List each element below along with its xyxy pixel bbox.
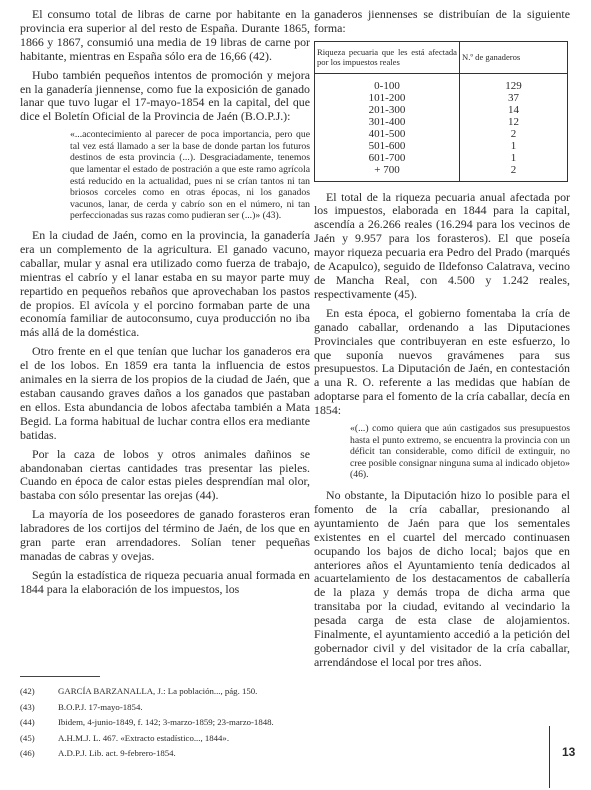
cell-range: 601-700: [315, 152, 460, 164]
cell-range: 0-100: [315, 73, 460, 92]
table-row: [315, 128, 568, 140]
paragraph-foreign-owners: La mayoría de los poseedores de ganado forasteros eran labradores de los cortijos del término de Jaén, de los que en gran parte eran arrendadores. Solían tener pequeñas manadas de cabras y ovejas.: [20, 507, 310, 563]
footnote-text: A.D.P.J. Lib. act. 9-febrero-1854.: [58, 748, 176, 758]
table-header-wealth: Riqueza pecuaria que les está afectada por los impuestos reales: [315, 41, 460, 73]
paragraph-distribution-intro: ganaderos jiennenses se distribuían de la siguiente forma:: [314, 7, 570, 35]
footnote: [20, 746, 320, 762]
footnotes: [20, 684, 320, 762]
footnote: [20, 731, 320, 747]
cell-range: 201-300: [315, 104, 460, 116]
cell-range: 501-600: [315, 140, 460, 152]
paragraph-total-wealth: El total de la riqueza pecuaria anual afectada por los impuestos, elaborada en 1844 para la capital, ascendía a 26.266 reales (16.294 para los vecinos de Jaén y 9.957 para los forasteros). El que poseía mayor riqueza pecuaria era Pedro del Prado (marqués de Acapulco), seguido de Ildefonso Calatrava, vecino de Mancha Real, con 4.500 y 1.242 reales, respectivamente (45).: [314, 189, 570, 301]
cell-count: 2: [510, 128, 517, 141]
footnote-number: (43): [20, 701, 35, 712]
paragraph-statistics-intro: Según la estadística de riqueza pecuaria anual formada en 1844 para la elaboración de los impuestos, los: [20, 567, 310, 596]
paragraph-livestock-city: En la ciudad de Jaén, como en la provincia, la ganadería era un complemento de la agricultura. El ganado vacuno, caballar, mular y asnal era utilizado como fuerza de trabajo, mientras el cabrío y el lanar estaba en su mayor parte muy repartido en pequeños rebaños que aprovechaban los pastos de propios. El avícola y el porcino formaban parte de una economía familiar de autoconsumo, cuya producción no iba más allá de la doméstica.: [20, 228, 310, 340]
paragraph-livestock-exhibition: Hubo también pequeños intentos de promoción y mejora en la ganadería jiennense, como fue la exposición de ganado lanar que tuvo lugar el 17-mayo-1854 en la capital, del que dice el Boletín Oficial de la Provincia de Jaén (B.O.P.J.):: [20, 67, 310, 124]
table-body: [315, 73, 568, 181]
footnote-number: (42): [20, 686, 35, 696]
cell-range: 101-200: [315, 92, 460, 104]
cell-count: 2: [510, 164, 517, 177]
paragraph-wolf-hunting: Por la caza de lobos y otros animales dañinos se abandonaban ciertas cantidades tras presentar las pieles. Cuando en época de calor estas pieles desprendían mal olor, bastaba con sólo presentar las orejas (44).: [20, 446, 310, 503]
right-column: [314, 8, 570, 675]
table-row: [315, 164, 568, 181]
footnote-text: A.H.M.J. L. 467. «Extracto estadístico..., 1844».: [58, 732, 230, 743]
table-row: [315, 116, 568, 128]
paragraph-stallions: No obstante, la Diputación hizo lo posible para el fomento de la cría caballar, presionando al ayuntamiento de Jaén para que los sementales existentes en el cuartel del mercado continuasen ocupando los bajos de dicho local; bajos que en anteriores años el Ayuntamiento tenía dedicados al acuartelamiento de los destacamentos de caballería de la plaza y demás tropa de dicha arma que transitaba por la ciudad, evitando al vecindario la pesada carga de esta clase de alojamientos. Finalmente, el ayuntamiento accedió a la petición del gobernador civil y del visitador de la cría caballar, arrendándose el local por tres años.: [314, 488, 570, 669]
footnote-number: (44): [20, 717, 35, 727]
cell-range: + 700: [315, 164, 460, 181]
footnote-text: GARCÍA BARZANALLA, J.: La población..., pág. 150.: [58, 686, 258, 696]
cell-count: 129: [505, 79, 522, 92]
table-row: [315, 152, 568, 164]
footnote-text: B.O.P.J. 17-mayo-1854.: [58, 701, 143, 712]
cell-count: 1: [510, 140, 517, 153]
footnote-number: (46): [20, 748, 35, 758]
paragraph-horse-breeding: En esta época, el gobierno fomentaba la cría de ganado caballar, ordenando a las Diputaciones Provinciales que contribuyeran en este esfuerzo, lo que suponía nuevos gravámenes para sus presupuestos. La Diputación de Jaén, en contestación a una R. O. referente a las medidas que habían de adoptarse para el fomento de la cría caballar, decía en 1854:: [314, 305, 570, 418]
footnote-number: (45): [20, 732, 35, 743]
cell-count: 37: [508, 91, 519, 104]
table-row: [315, 104, 568, 116]
table-row: [315, 92, 568, 104]
footnote: [20, 700, 320, 716]
quote-diputacion: «(...) como quiera que aún castigados sus presupuestos hasta el punto extremo, se encuentra la provincia con un déficit tan considerable, como difícil de extinguir, no cree posible consignar ninguna suma al indicado objeto» (46).: [350, 423, 570, 481]
footnote-text: Ibidem, 4-junio-1849, f. 142; 3-marzo-1859; 23-marzo-1848.: [58, 717, 274, 727]
paragraph-meat-consumption: El consumo total de libras de carne por habitante en la provincia era superior al del resto de España. Durante 1865, 1866 y 1867, consumió una media de 19 libras de carne por habitante, mientras en España sólo era de 16,66 (42).: [20, 7, 310, 63]
cell-count: 14: [508, 104, 519, 116]
footnote: [20, 715, 320, 731]
table-row: [315, 140, 568, 152]
paragraph-wolves: Otro frente en el que tenían que luchar los ganaderos era el de los lobos. En 1859 era tanta la influencia de estos animales en la sierra de los propios de la ciudad de Jaén, que estaban causando graves daños a los ganados que pastaban en ellos. Esta abundancia de lobos afectaba también a Mata Begid. La forma habitual de luchar contra ellos era mediante batidas.: [20, 344, 310, 442]
quote-bopj: «...acontecimiento al parecer de poca importancia, pero que tal vez está llamado a ser la base de donde partan los futuros destinos de esta provincia (...). Desgraciadamente, tenemos que lamentar el estado de postración a que este ramo agrícola está reducido en la actualidad, pues ni se crían tantos ni tan briosos corceles como en otras épocas, ni los ganados vacunos, lanar, de cerda y cabrío son en el número, ni tan perfeccionadas sus razas como pudieran ser (...)» (43).: [70, 129, 310, 222]
footnote: [20, 684, 320, 700]
cell-count: 12: [508, 116, 519, 129]
cell-count: 1: [510, 152, 517, 165]
table-row: [315, 73, 568, 92]
livestock-wealth-table: [314, 41, 568, 182]
left-column: [20, 8, 310, 602]
page-number-divider: [549, 726, 550, 788]
page-number: 13: [562, 745, 576, 759]
footnote-divider: [20, 676, 100, 677]
table-header-count: N.º de ganaderos: [460, 41, 568, 73]
cell-range: 301-400: [315, 116, 460, 128]
cell-range: 401-500: [315, 128, 460, 140]
